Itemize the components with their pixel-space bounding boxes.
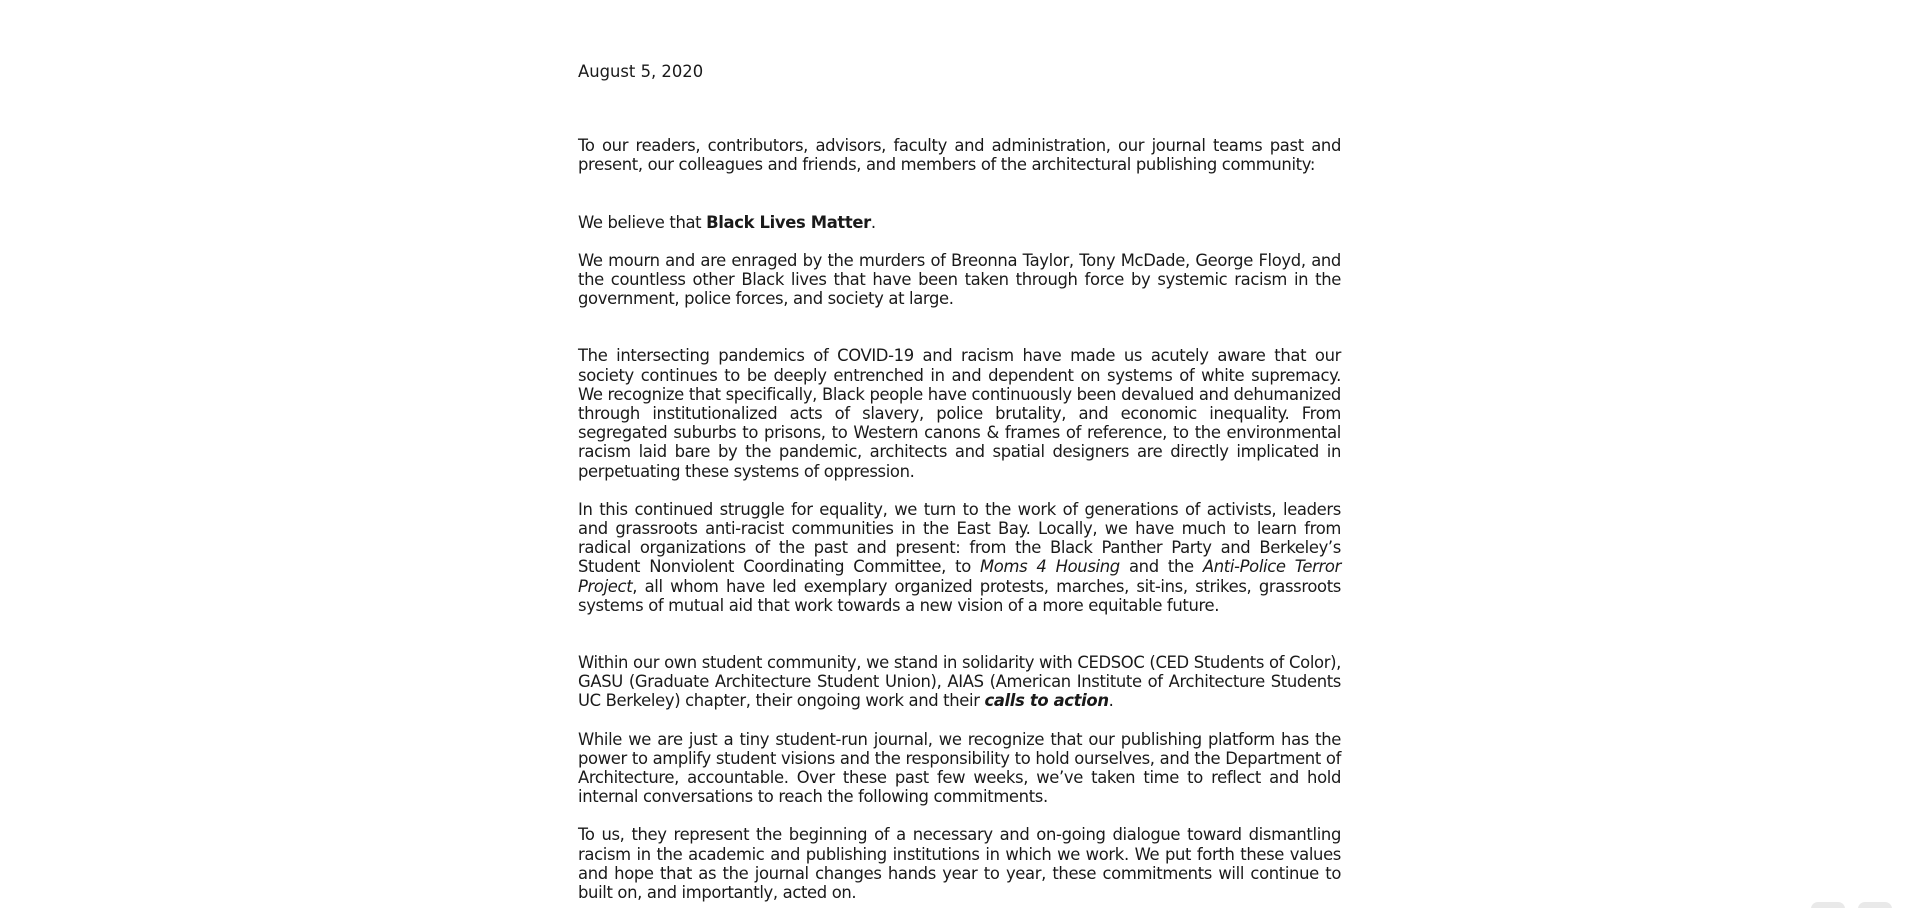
corner-control-button-secondary[interactable] xyxy=(1858,902,1892,908)
corner-control-button[interactable] xyxy=(1811,902,1845,908)
solidarity-text-2: . xyxy=(1108,691,1114,711)
dialogue-paragraph: To us, they represent the beginning of a necessary and on-going dialogue toward dismantling racism in the academic and publishing institutions in which we work. We put forth these values and hope that as the journal changes hands year to year, these commitments will continue to built on, and importantly, acted on. xyxy=(578,825,1341,903)
mourn-paragraph: We mourn and are enraged by the murders of Breonna Taylor, Tony McDade, George Floyd, and the countless other Black lives that have been taken through force by systemic racism in the government, police forces, and society at large. xyxy=(578,250,1341,309)
struggle-paragraph xyxy=(578,500,1341,615)
belief-paragraph xyxy=(578,213,1341,232)
platform-paragraph: While we are just a tiny student-run journal, we recognize that our publishing platform has the power to amplify student visions and the responsibility to hold ourselves, and the Department of Architecture, accountable. Over these past few weeks, we’ve taken time to reflect and hold internal conversations to reach the following commitments. xyxy=(578,729,1341,807)
belief-suffix: . xyxy=(870,212,876,232)
pandemics-paragraph: The intersecting pandemics of COVID-19 and racism have made us acutely aware that our society continues to be deeply entrenched in and dependent on systems of white supremacy. We recognize that specifically, Black people have continuously been devalued and dehumanized through institutionalized acts of slavery, police brutality, and economic inequality. From segregated suburbs to prisons, to Western canons & frames of reference, to the environmental racism laid bare by the pandemic, architects and spatial designers are directly implicated in perpetuating these systems of oppression. xyxy=(578,346,1341,481)
solidarity-paragraph xyxy=(578,653,1341,711)
struggle-text-1: In this continued struggle for equality, we turn to the work of generations of activists, leaders and grassroots anti-racist communities in the East Bay. Locally, we have much to learn from radical organizations of the past and present: from the Black Panther Party and Berkeley’s Student Nonviolent Coordinating Committee, to xyxy=(578,499,1341,577)
anti-police-terror-project-link[interactable]: Anti-Police Terror Project xyxy=(578,557,1341,596)
black-lives-matter-emphasis: Black Lives Matter xyxy=(706,212,871,232)
letter-body xyxy=(578,62,1341,902)
moms-4-housing-link[interactable]: Moms 4 Housing xyxy=(980,557,1120,577)
belief-prefix: We believe that xyxy=(578,212,707,232)
struggle-text-3: , all whom have led exemplary organized protests, marches, sit-ins, strikes, grassroots systems of mutual aid that work towards a new vision of a more equitable future. xyxy=(578,576,1341,615)
calls-to-action-link[interactable]: calls to action xyxy=(984,691,1109,711)
struggle-text-2: and the xyxy=(1119,557,1203,577)
solidarity-text-1: Within our own student community, we stand in solidarity with CEDSOC (CED Students of Color), GASU (Graduate Architecture Student Union), AIAS (American Institute of Architecture Students UC Berkeley) chapter, their ongoing work and their xyxy=(578,653,1341,711)
salutation-paragraph: To our readers, contributors, advisors, faculty and administration, our journal teams past and present, our colleagues and friends, and members of the architectural publishing community: xyxy=(578,136,1341,175)
letter-date: August 5, 2020 xyxy=(578,62,704,81)
